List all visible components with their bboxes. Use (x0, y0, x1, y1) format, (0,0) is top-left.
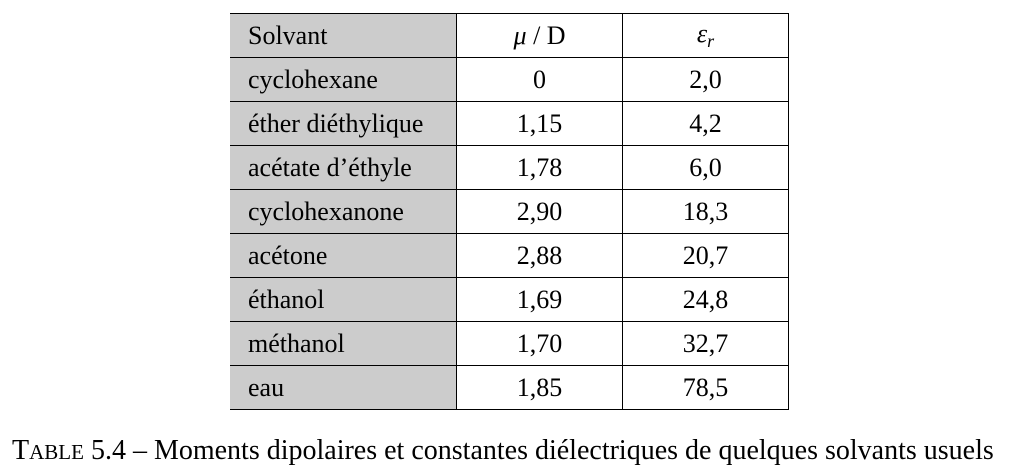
mu-symbol: μ (513, 20, 527, 50)
cell-mu: 2,88 (457, 234, 623, 278)
solvents-table (230, 13, 789, 410)
header-dielectric-constant (623, 14, 789, 58)
table-row (230, 278, 789, 322)
header-solvant: Solvant (230, 14, 457, 58)
cell-epsilon: 78,5 (623, 366, 789, 410)
cell-epsilon: 20,7 (623, 234, 789, 278)
cell-mu: 2,90 (457, 190, 623, 234)
cell-epsilon: 4,2 (623, 102, 789, 146)
mu-unit: / D (526, 20, 566, 50)
table-row (230, 58, 789, 102)
cell-solvant: cyclohexane (230, 58, 457, 102)
cell-epsilon: 24,8 (623, 278, 789, 322)
cell-mu: 0 (457, 58, 623, 102)
table-row (230, 146, 789, 190)
table-row (230, 234, 789, 278)
cell-epsilon: 32,7 (623, 322, 789, 366)
header-dipole-moment (457, 14, 623, 58)
caption-label-smallcaps: ABLE (29, 440, 84, 464)
cell-solvant: cyclohexanone (230, 190, 457, 234)
cell-mu: 1,85 (457, 366, 623, 410)
table-row (230, 102, 789, 146)
cell-solvant: éthanol (230, 278, 457, 322)
caption-number: 5.4 (83, 435, 126, 466)
table-row (230, 366, 789, 410)
cell-mu: 1,15 (457, 102, 623, 146)
cell-epsilon: 18,3 (623, 190, 789, 234)
cell-solvant: méthanol (230, 322, 457, 366)
epsilon-symbol: ε (696, 19, 708, 48)
cell-solvant: acétate d’éthyle (230, 146, 457, 190)
cell-epsilon: 6,0 (623, 146, 789, 190)
table-row (230, 190, 789, 234)
cell-solvant: eau (230, 366, 457, 410)
cell-epsilon: 2,0 (623, 58, 789, 102)
cell-solvant: éther diéthylique (230, 102, 457, 146)
table-row (230, 322, 789, 366)
epsilon-subscript: r (707, 31, 715, 51)
cell-mu: 1,78 (457, 146, 623, 190)
caption-label-initial: T (12, 435, 30, 466)
table-header-row (230, 14, 789, 58)
cell-mu: 1,70 (457, 322, 623, 366)
table-caption (12, 437, 1022, 465)
cell-solvant: acétone (230, 234, 457, 278)
cell-mu: 1,69 (457, 278, 623, 322)
caption-text: – Moments dipolaires et constantes diélectriques de quelques solvants usuels (125, 435, 994, 466)
